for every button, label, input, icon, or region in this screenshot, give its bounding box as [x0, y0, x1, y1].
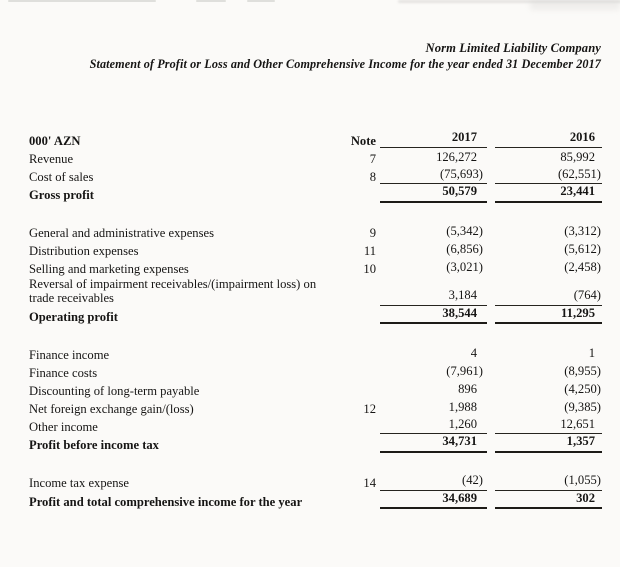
table-row [29, 380, 602, 398]
row-value-2017: (75,693) [380, 167, 487, 185]
row-value-2017: 896 [458, 381, 477, 396]
row-label: Discounting of long-term payable [29, 383, 200, 398]
row-value-2017: 1,988 [448, 399, 477, 414]
table-row [29, 434, 602, 453]
row-value-2016: (62,551) [495, 167, 602, 185]
row-label: Finance costs [29, 365, 98, 380]
row-value-2017: 4 [470, 345, 477, 360]
row-note: 8 [369, 169, 376, 184]
table-row [29, 398, 602, 416]
row-value-2016: (4,250) [564, 381, 601, 396]
row-label: Reversal of impairment receivables/(impairment loss) on trade receivables [29, 276, 317, 305]
table-row [29, 184, 602, 203]
row-value-2016: 12,651 [495, 417, 602, 435]
column-header-note: Note [350, 133, 376, 148]
row-value-2017: (5,342) [446, 224, 483, 238]
row-value-2016: (8,955) [564, 363, 601, 378]
row-label: Finance income [29, 347, 110, 362]
row-value-2016: (1,055) [495, 473, 602, 491]
row-value-2017: (7,961) [446, 363, 483, 378]
row-value-2016: 85,992 [560, 149, 595, 164]
table-row [29, 306, 602, 325]
table-row [29, 241, 602, 259]
table-row [29, 259, 602, 277]
scan-artifact [530, 0, 620, 10]
table-row [29, 148, 602, 166]
row-value-2016: 23,441 [495, 184, 602, 203]
column-header-2017: 2017 [380, 130, 487, 149]
table-row [29, 344, 602, 362]
row-label: Operating profit [29, 309, 118, 324]
row-value-2017: 34,731 [380, 434, 487, 453]
table-body [29, 148, 602, 509]
row-value-2016: 302 [495, 491, 602, 510]
row-value-2017: 126,272 [436, 149, 477, 164]
table-row [29, 223, 602, 241]
table-row [29, 277, 602, 306]
scan-artifact [247, 0, 275, 2]
row-label: Income tax expense [29, 476, 130, 490]
row-label: Distribution expenses [29, 244, 139, 258]
table-row [29, 416, 602, 434]
row-label: Profit and total comprehensive income for the year [29, 494, 303, 509]
row-value-2016: (2,458) [564, 260, 601, 274]
row-label: Revenue [29, 151, 74, 166]
table-row [29, 473, 602, 491]
table-row [29, 166, 602, 184]
row-label: General and administrative expenses [29, 226, 214, 240]
scan-artifact [8, 0, 156, 2]
row-label: Gross profit [29, 188, 94, 202]
row-value-2016: 1 [588, 345, 595, 360]
row-label: Profit before income tax [29, 438, 159, 452]
column-header-2016: 2016 [495, 130, 602, 149]
row-note: 10 [363, 262, 376, 276]
row-value-2016: (3,312) [564, 224, 601, 238]
column-header-units: 000' AZN [29, 133, 81, 148]
row-note: 9 [369, 226, 376, 240]
row-value-2017: 34,689 [380, 491, 487, 510]
row-label: Other income [29, 419, 98, 434]
company-name: Norm Limited Liability Company [425, 41, 601, 55]
row-label: Net foreign exchange gain/(loss) [29, 401, 194, 416]
profit-loss-table [29, 129, 602, 509]
row-value-2017: (6,856) [446, 242, 483, 256]
row-label: Cost of sales [29, 169, 94, 184]
scan-artifact [196, 0, 226, 2]
row-note: 14 [363, 476, 376, 490]
row-value-2016: 11,295 [495, 306, 602, 325]
row-value-2017: 3,184 [380, 288, 487, 306]
row-value-2017: (3,021) [446, 260, 483, 274]
row-note: 12 [363, 401, 376, 416]
row-value-2016: 1,357 [495, 434, 602, 453]
row-value-2017: 50,579 [380, 184, 487, 203]
row-note: 7 [369, 151, 376, 166]
row-label: Selling and marketing expenses [29, 262, 189, 276]
row-value-2016: (5,612) [564, 242, 601, 256]
row-value-2016: (764) [495, 288, 602, 306]
row-value-2017: 38,544 [380, 306, 487, 325]
table-row [29, 491, 602, 510]
table-header-row [29, 129, 602, 148]
table-row [29, 362, 602, 380]
statement-title: Statement of Profit or Loss and Other Comprehensive Income for the year ended 31 December 2017 [89, 57, 601, 71]
row-value-2016: (9,385) [564, 399, 601, 414]
row-value-2017: (42) [380, 473, 487, 491]
row-note: 11 [363, 244, 376, 258]
document-header [20, 41, 601, 72]
row-value-2017: 1,260 [380, 417, 487, 435]
